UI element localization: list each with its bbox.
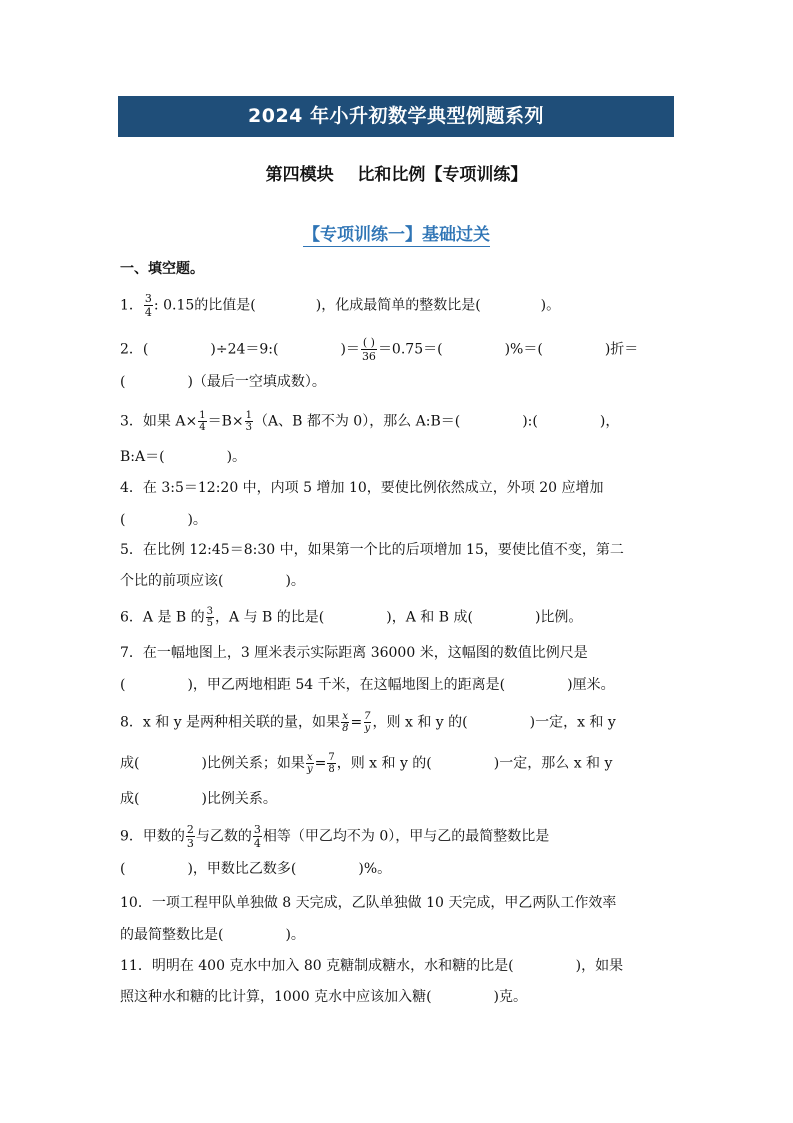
question-9: [120, 823, 549, 850]
q1-text-a: : 0.15的比值是(: [153, 297, 256, 314]
q8-text-h: 成(: [120, 791, 140, 807]
q3-text-g: )。: [226, 449, 247, 465]
q10-text-c: )。: [285, 927, 305, 943]
q3-text-a: 3．如果 A×: [120, 413, 198, 430]
question-11: [120, 956, 623, 976]
q11-text-b: )，如果: [575, 958, 624, 974]
q2-text-f: )折＝: [604, 341, 639, 358]
q4-text-a: 4．在 3:5＝12:20 中，内项 5 增加 10，要使比例依然成立，外项 20 应增加: [120, 480, 604, 496]
q4-text-b: (: [120, 512, 126, 528]
q8-equals-1: =: [350, 714, 363, 731]
q9-text-f: )%。: [358, 861, 392, 877]
question-heading: 一、填空题。: [120, 261, 204, 277]
q11-text-d: )克。: [493, 989, 528, 1005]
q9-text-e: )，甲数比乙数多(: [187, 861, 297, 877]
question-8-cont-2: [120, 789, 277, 809]
question-7-cont: [120, 675, 615, 695]
q2-text-c: )＝: [340, 341, 360, 358]
q6-text-d: )比例。: [534, 609, 583, 626]
q2-text-d: ＝0.75＝(: [377, 341, 443, 358]
q6-text-a: 6．A 是 B 的: [120, 609, 205, 626]
q7-text-c: )，甲乙两地相距 54 千米，在这幅地图上的距离是(: [187, 677, 506, 693]
q8-fraction-2: $\frac{7}{y}$: [364, 711, 371, 734]
question-3: [120, 410, 619, 433]
q8-text-a: 8．x 和 y 是两种相关联的量，如果: [120, 714, 341, 731]
question-8-cont: [120, 752, 612, 775]
q9-text-b: 与乙数的: [195, 828, 252, 845]
q5-text-b: 个比的前项应该(: [120, 573, 224, 589]
q8-text-i: )比例关系。: [201, 791, 277, 807]
question-4-cont: [120, 510, 207, 530]
q7-text-a: 7．在一幅地图上，3 厘米表示实际距离 36000 米，这幅图的数值比例尺是: [120, 645, 588, 661]
q6-text-b: ，A 与 B 的比是(: [215, 609, 325, 626]
q3-text-c: （A、B 都不为 0），那么 A:B＝(: [253, 413, 461, 430]
q6-text-c: )，A 和 B 成(: [386, 609, 473, 626]
question-2-cont: [120, 372, 326, 392]
series-banner: 2024 年小升初数学典型例题系列: [118, 96, 674, 137]
q8-text-e: )比例关系；如果: [201, 755, 305, 772]
q7-text-d: )厘米。: [567, 677, 615, 693]
q8-fraction-1: $\frac{x}{8}$: [342, 711, 349, 734]
q3-fraction-2: $\frac{1}{3}$: [245, 410, 252, 433]
q10-text-b: 的最简整数比是(: [120, 927, 224, 943]
q9-text-c: 相等（甲乙均不为 0），甲与乙的最简整数比是: [262, 828, 550, 845]
q9-fraction-2: $\frac{3}{4}$: [253, 823, 261, 850]
question-3-cont: [120, 447, 246, 467]
question-2: [120, 336, 638, 363]
q11-text-a: 11．明明在 400 克水中加入 80 克糖制成糖水，水和糖的比是(: [120, 958, 514, 974]
q2-text-e: )%＝(: [504, 341, 543, 358]
q8-text-d: 成(: [120, 755, 140, 772]
q6-fraction: $\frac{3}{5}$: [206, 606, 214, 629]
q3-fraction-1: $\frac{1}{4}$: [199, 410, 206, 433]
q8-text-b: ，则 x 和 y 的(: [372, 714, 468, 731]
question-11-cont: [120, 987, 527, 1007]
q1-text-c: )。: [540, 297, 561, 314]
section-title-text: 【专项训练一】基础过关: [303, 220, 490, 247]
q2-text-a: 2．(: [120, 341, 149, 358]
question-8: [120, 711, 616, 734]
q2-text-g: (: [120, 374, 126, 390]
q3-text-b: ＝B×: [207, 413, 244, 430]
q8-text-g: )一定，那么 x 和 y: [493, 755, 613, 772]
q2-fraction: $\frac{( )}{36}$: [361, 336, 376, 363]
question-5: [120, 540, 624, 560]
q8-equals-2: =: [314, 755, 327, 772]
q11-text-c: 照这种水和糖的比计算，1000 克水中应该加入糖(: [120, 989, 432, 1005]
q1-text-b: )，化成最简单的整数比是(: [315, 297, 481, 314]
q9-fraction-1: $\frac{2}{3}$: [186, 823, 194, 850]
question-7: [120, 643, 588, 663]
q9-text-a: 9．甲数的: [120, 828, 185, 845]
q2-text-h: )（最后一空填成数）。: [187, 374, 326, 390]
question-9-cont: [120, 859, 391, 879]
q7-text-b: (: [120, 677, 126, 693]
q3-text-e: )，: [599, 413, 620, 430]
q3-text-f: B:A＝(: [120, 449, 165, 465]
question-10: [120, 893, 616, 913]
question-4: [120, 478, 603, 498]
q4-text-c: )。: [187, 512, 207, 528]
q10-text-a: 10．一项工程甲队单独做 8 天完成，乙队单独做 10 天完成，甲乙两队工作效率: [120, 895, 617, 911]
question-6: [120, 606, 582, 629]
section-title: [0, 220, 793, 247]
q2-text-b: )÷24＝9:(: [210, 341, 279, 358]
q9-text-d: (: [120, 861, 126, 877]
question-10-cont: [120, 925, 305, 945]
q1-number: 1．: [120, 297, 143, 314]
q8-text-f: ，则 x 和 y 的(: [336, 755, 432, 772]
q5-text-c: )。: [285, 573, 305, 589]
module-title: 第四模块 比和比例【专项训练】: [265, 165, 528, 185]
question-5-cont: [120, 571, 305, 591]
q5-text-a: 5．在比例 12:45＝8:30 中，如果第一个比的后项增加 15，要使比值不变，第二: [120, 542, 624, 558]
question-1: [120, 292, 560, 319]
q8-fraction-3: $\frac{x}{y}$: [306, 752, 313, 775]
q8-text-c: )一定，x 和 y: [529, 714, 616, 731]
q8-fraction-4: $\frac{7}{8}$: [328, 752, 335, 775]
q3-text-d: ):(: [522, 413, 538, 430]
q1-fraction: $\frac{3}{4}$: [144, 292, 152, 319]
